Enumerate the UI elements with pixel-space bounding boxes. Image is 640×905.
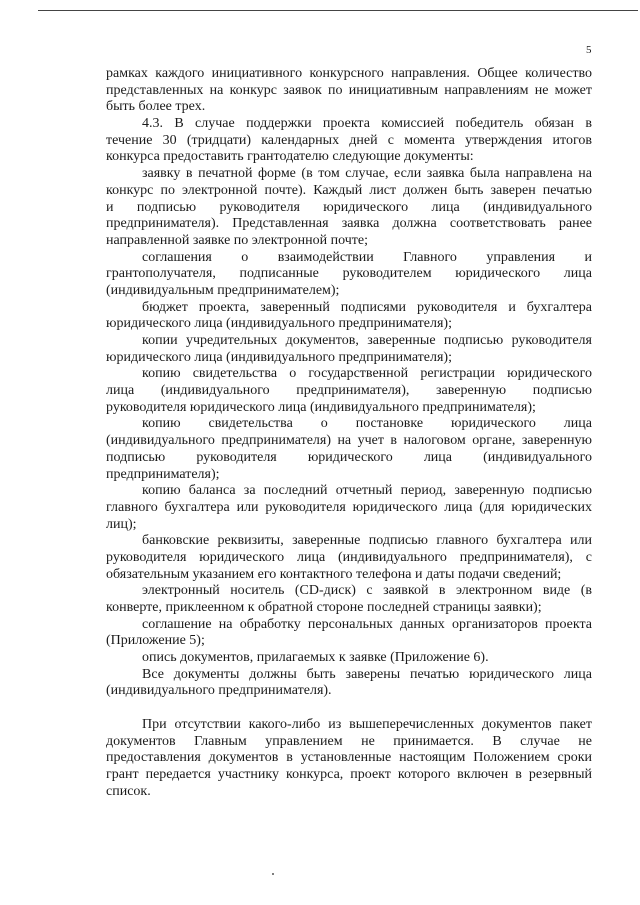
text-line: бюджет проекта, заверенный подписями руководителя и бухгалтера bbox=[142, 299, 592, 315]
text-line: подписью руководителя юридического лица (индивидуального bbox=[106, 449, 592, 465]
text-line: документов Главным управлением не принимается. В случае не bbox=[106, 733, 592, 749]
text-line: электронный носитель (CD-диск) с заявкой в электронном виде (в bbox=[142, 583, 592, 599]
top-rule bbox=[38, 10, 638, 11]
text-line: Все документы должны быть заверены печатью юридического лица bbox=[142, 666, 592, 682]
text-line: (индивидуального предпринимателя) на учет в налоговом органе, заверенную bbox=[106, 433, 592, 449]
text-line: (индивидуальным предпринимателем); bbox=[106, 282, 340, 298]
text-line: направленной заявке по электронной почте; bbox=[106, 232, 369, 248]
text-line: копию баланса за последний отчетный период, заверенную подписью bbox=[142, 483, 592, 499]
text-line: предпринимателя); bbox=[106, 466, 220, 482]
text-line: конкурса предоставить грантодателю следующие документы: bbox=[106, 149, 474, 165]
text-line: обязательным указанием его контактного телефона и даты подачи сведений; bbox=[106, 566, 562, 582]
text-line: заявку в печатной форме (в том случае, если заявка была направлена на bbox=[142, 166, 592, 182]
text-line: течение 30 (тридцати) календарных дней с момента утверждения итогов bbox=[106, 132, 592, 148]
scan-speck bbox=[272, 873, 274, 875]
text-line: руководителя юридического лица (индивидуального предпринимателя), с bbox=[106, 549, 592, 565]
text-line: предоставления документов в установленные настоящим Положением сроки bbox=[106, 750, 592, 766]
text-line: банковские реквизиты, заверенные подписью главного бухгалтера или bbox=[142, 533, 592, 549]
document-body bbox=[106, 66, 592, 800]
text-line: юридического лица (индивидуального предпринимателя); bbox=[106, 349, 452, 365]
text-line: (индивидуального предпринимателя). bbox=[106, 683, 332, 699]
text-line: и подписью руководителя юридического лица (индивидуального bbox=[106, 199, 592, 215]
page-number: 5 bbox=[586, 44, 592, 56]
text-line: лиц); bbox=[106, 516, 137, 532]
text-line: быть более трех. bbox=[106, 99, 206, 115]
text-line: опись документов, прилагаемых к заявке (Приложение 6). bbox=[142, 650, 489, 666]
text-line: копии учредительных документов, заверенные подписью руководителя bbox=[142, 333, 592, 348]
text-line bbox=[106, 700, 592, 717]
text-line: соглашение на обработку персональных данных организаторов проекта bbox=[142, 616, 592, 632]
text-line: лица (индивидуального предпринимателя), заверенную подписью bbox=[106, 383, 592, 399]
text-line: главного бухгалтера или руководителя юридического лица (для юридических bbox=[106, 499, 592, 515]
text-line: предпринимателя). Представленная заявка должна соответствовать ранее bbox=[106, 216, 592, 232]
text-line: конкурс по электронной почте). Каждый лист должен быть заверен печатью bbox=[106, 182, 592, 198]
text-line: рамках каждого инициативного конкурсного направления. Общее количество bbox=[106, 66, 592, 81]
text-line: При отсутствии какого-либо из вышеперечисленных документов пакет bbox=[142, 716, 592, 732]
text-line: руководителя юридического лица (индивидуального предпринимателя); bbox=[106, 399, 536, 415]
text-line: копию свидетельства о постановке юридического лица bbox=[142, 416, 592, 432]
text-line: представленных на конкурс заявок по инициативным направлениям не может bbox=[106, 82, 592, 98]
text-line: юридического лица (индивидуального предпринимателя); bbox=[106, 316, 452, 332]
text-line: список. bbox=[106, 783, 151, 799]
text-line: соглашения о взаимодействии Главного управления и bbox=[142, 249, 592, 265]
text-line: грант передается участнику конкурса, проект которого включен в резервный bbox=[106, 766, 592, 782]
text-line: конверте, приклеенном к обратной стороне последней страницы заявки); bbox=[106, 600, 542, 615]
text-line: грантополучателя, подписанные руководителем юридического лица bbox=[106, 266, 592, 282]
text-line: (Приложение 5); bbox=[106, 633, 205, 649]
text-line: 4.3. В случае поддержки проекта комиссией победитель обязан в bbox=[142, 116, 592, 132]
text-line: копию свидетельства о государственной регистрации юридического bbox=[142, 366, 592, 382]
